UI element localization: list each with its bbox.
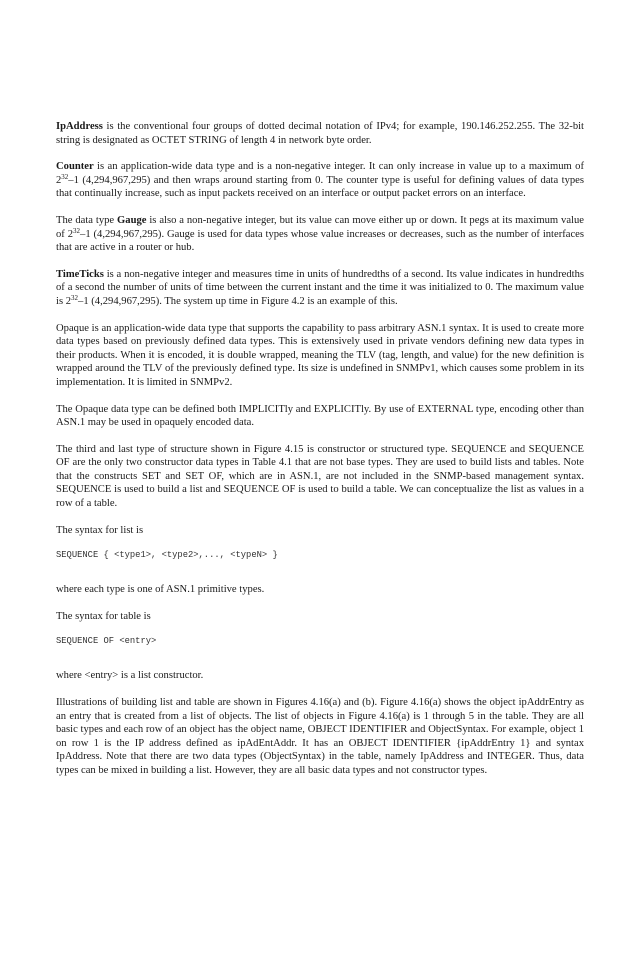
term-gauge: Gauge: [117, 214, 147, 226]
gauge-text-b: –1 (4,294,967,295). Gauge is used for data types whose value increases or decreases, such as the number of interfaces that are active in a router or hub.: [56, 228, 584, 254]
counter-text-b: –1 (4,294,967,295) and then wraps around starting from 0. The counter type is useful for defining values of data types that continually increase, such as input packets received on an interface or output packet errors on an interface.: [56, 174, 584, 200]
code-sequence-of-table: SEQUENCE OF <entry>: [56, 636, 157, 647]
timeticks-exponent: 32: [71, 293, 79, 302]
ipaddress-text: is the conventional four groups of dotted decimal notation of IPv4; for example, 190.146.252.255. The 32-bit string is designated as OCTET STRING of length 4 in network byte order.: [56, 121, 584, 146]
paragraph-constructor-type: The third and last type of structure shown in Figure 4.15 is constructor or structured type. SEQUENCE and SEQUENCE OF are the only two constructor data types in Table 4.1 that are not base types. They are used to build lists and tables. Note that the constructs SET and SET OF, which are in ASN.1, are not included in the SNMP-based management syntax. SEQUENCE is used to build a list and SEQUENCE OF is used to build a table. We can conceptualize the list as values in a row of a table.: [56, 443, 584, 510]
paragraph-gauge: [56, 214, 584, 255]
paragraph-opaque-definition: The Opaque data type can be defined both IMPLICITly and EXPLICITly. By use of EXTERNAL type, encoding other than ASN.1 may be used in opaquely encoded data.: [56, 403, 584, 429]
gauge-exponent: 32: [73, 226, 81, 235]
paragraph-timeticks: [56, 268, 584, 309]
code-sequence-list: SEQUENCE { <type1>, <type2>,..., <typeN> }: [56, 550, 278, 561]
syntax-list-label: The syntax for list is: [56, 524, 144, 536]
gauge-text-a: is also a non-negative integer, but its value can move either up or down. It pegs at its maximum value of 2: [56, 214, 584, 240]
where-entry: where <entry> is a list constructor.: [56, 670, 204, 682]
timeticks-text-a: is a non-negative integer and measures time in units of hundredths of a second. Its value indicates in hundredths of a second the number of units of time between the current instant and the time it was initialized to 0. The maximum value is 2: [56, 268, 584, 307]
paragraph-ipaddress: [56, 120, 584, 147]
where-each-type: where each type is one of ASN.1 primitive types.: [56, 584, 265, 596]
counter-exponent: 32: [61, 172, 69, 181]
timeticks-text-b: –1 (4,294,967,295). The system up time in Figure 4.2 is an example of this.: [78, 295, 398, 307]
syntax-table-label: The syntax for table is: [56, 610, 151, 622]
gauge-pre: The data type: [56, 214, 118, 226]
counter-text-a: is an application-wide data type and is a non-negative integer. It can only increase in value up to a maximum of 2: [56, 161, 584, 186]
paragraph-opaque: Opaque is an application-wide data type that supports the capability to pass arbitrary ASN.1 syntax. It is used to create more data types based on previously defined data types. This is extensively used in private vendors defining new data types in their products. When it is encoded, it is double wrapped, meaning the TLV (tag, length, and value) for the new definition is wrapped around the TLV of the previously defined type. Its size is undefined in SNMPv1, which causes some problem in its implementation. It is limited in SNMPv2.: [56, 322, 584, 388]
term-timeticks: TimeTicks: [56, 268, 104, 280]
term-ipaddress: IpAddress: [56, 121, 103, 132]
document-page: [56, 120, 584, 791]
paragraph-counter: [56, 160, 584, 201]
paragraph-illustrations: Illustrations of building list and table are shown in Figures 4.16(a) and (b). Figure 4.16(a) shows the object ipAddrEntry as an entry that is created from a list of objects. The list of objects in Figure 4.16(a) is 1 through 5 in the table. They are all basic types and each row of an object has the object name, OBJECT IDENTIFIER and ObjectSyntax. For example, object 1 on row 1 is the IP address defined as ipAdEntAddr. It has an OBJECT IDENTIFIER {ipAddrEntry 1} and syntax IpAddress. Note that there are two data types (ObjectSyntax) in the table, namely IpAddress and INTEGER. Thus, data types can be mixed in building a list. However, they are all basic data types and not constructor types.: [56, 697, 584, 776]
term-counter: Counter: [56, 161, 94, 173]
